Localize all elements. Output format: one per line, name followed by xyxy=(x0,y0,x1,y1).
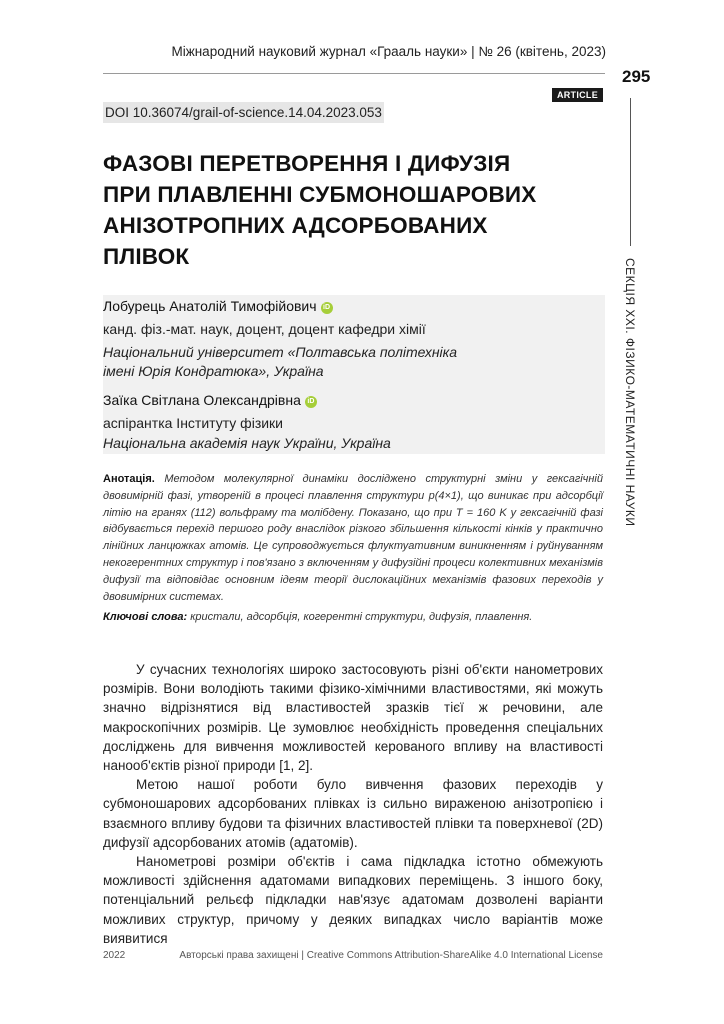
body-paragraph: Нанометрові розміри об'єктів і сама підкладка істотно обмежують можливості здійснення адатомами випадкових переміщень. З іншого боку, потенціальний рельєф підкладки нав'язує адатомам дозволені варіанти можливих структур, причому у деяких випадках число варіантів може виявитися xyxy=(103,854,603,946)
keywords-text: кристали, адсорбція, когерентні структури, дифузія, плавлення. xyxy=(190,611,533,623)
abstract-label: Анотація. xyxy=(103,473,155,485)
doi-link[interactable]: DOI 10.36074/grail-of-science.14.04.2023.053 xyxy=(103,102,384,123)
journal-header: Міжнародний науковий журнал «Грааль науки» | № 26 (квітень, 2023) xyxy=(171,44,606,59)
footer-year: 2022 xyxy=(103,950,126,961)
article-badge: ARTICLE xyxy=(552,88,603,102)
side-divider xyxy=(630,98,631,246)
abstract-text: Методом молекулярної динаміки досліджено структурні зміни у гексагічній двовимірній фазі, утвореній в процесі плавлення структури p(4×1), що виникає при адсорбції літію на гранях (112) вольфраму та молібдену. Показано, що при T = 160 K у гексагічній фазі відбувається перехід першого роду внаслідок різкого збільшення кількості кінків у практично лінійних ланцюжках атомів. Це супроводжується флуктуативним виникненням і руйнуванням некогерентних структур і пов'язано з включенням у дифузійні процеси колективних механізмів дифузії та відповідає основним ідеям теорії дислокаційних механізмів фазових переходів у двовимірних системах. xyxy=(103,473,603,603)
author-name: Лобурець Анатолій Тимофійович xyxy=(103,298,317,314)
orcid-icon[interactable]: iD xyxy=(305,396,317,408)
author-position: канд. фіз.-мат. наук, доцент, доцент кафедри хімії xyxy=(103,321,426,337)
author-affiliation: Національна академія наук України, Україна xyxy=(103,435,391,451)
author-2 xyxy=(103,389,317,411)
title-line: АНІЗОТРОПНИХ АДСОРБОВАНИХ xyxy=(103,213,488,238)
abstract xyxy=(103,471,603,605)
article-body xyxy=(103,660,603,948)
orcid-icon[interactable]: iD xyxy=(321,302,333,314)
header-divider xyxy=(103,73,605,74)
keywords-label: Ключові слова: xyxy=(103,611,188,623)
author-affiliation: Національний університет «Полтавська політехніка xyxy=(103,344,458,360)
body-paragraph: Метою нашої роботи було вивчення фазових переходів у субмоношарових адсорбованих плівках із сильно вираженою анізотропією і взаємного впливу будови та фізичних властивостей плівки та поверхневої (2D) дифузії адсорбованих атомів (адатомів). xyxy=(103,777,603,850)
author-name: Заїка Світлана Олександрівна xyxy=(103,392,301,408)
author-1 xyxy=(103,295,333,317)
page-number: 295 xyxy=(622,67,651,86)
footer-license[interactable]: Авторські права захищені | Creative Commons Attribution-ShareAlike 4.0 International License xyxy=(179,950,603,961)
title-line: ПЛІВОК xyxy=(103,244,190,269)
section-label: СЕКЦІЯ XXI. ФІЗИКО-МАТЕМАТИЧНІ НАУКИ xyxy=(623,258,637,527)
keywords xyxy=(103,609,603,626)
body-paragraph: У сучасних технологіях широко застосовують різні об'єкти нанометрових розмірів. Вони володіють такими фізико-хімічними властивостями, які можуть значно відрізнятися від властивостей зразків тієї ж речовини, але макроскопічних розмірів. Це зумовлює необхідність проведення спеціальних досліджень для вивчення можливостей керованого впливу на властивості нанооб'єктів різної природи [1, 2]. xyxy=(103,662,603,774)
author-position: аспірантка Інституту фізики xyxy=(103,415,283,431)
title-line: ФАЗОВІ ПЕРЕТВОРЕННЯ І ДИФУЗІЯ xyxy=(103,151,511,176)
article-title xyxy=(103,148,603,272)
title-line: ПРИ ПЛАВЛЕННІ СУБМОНОШАРОВИХ xyxy=(103,182,537,207)
author-affiliation: імені Юрія Кондратюка», Україна xyxy=(103,363,324,379)
